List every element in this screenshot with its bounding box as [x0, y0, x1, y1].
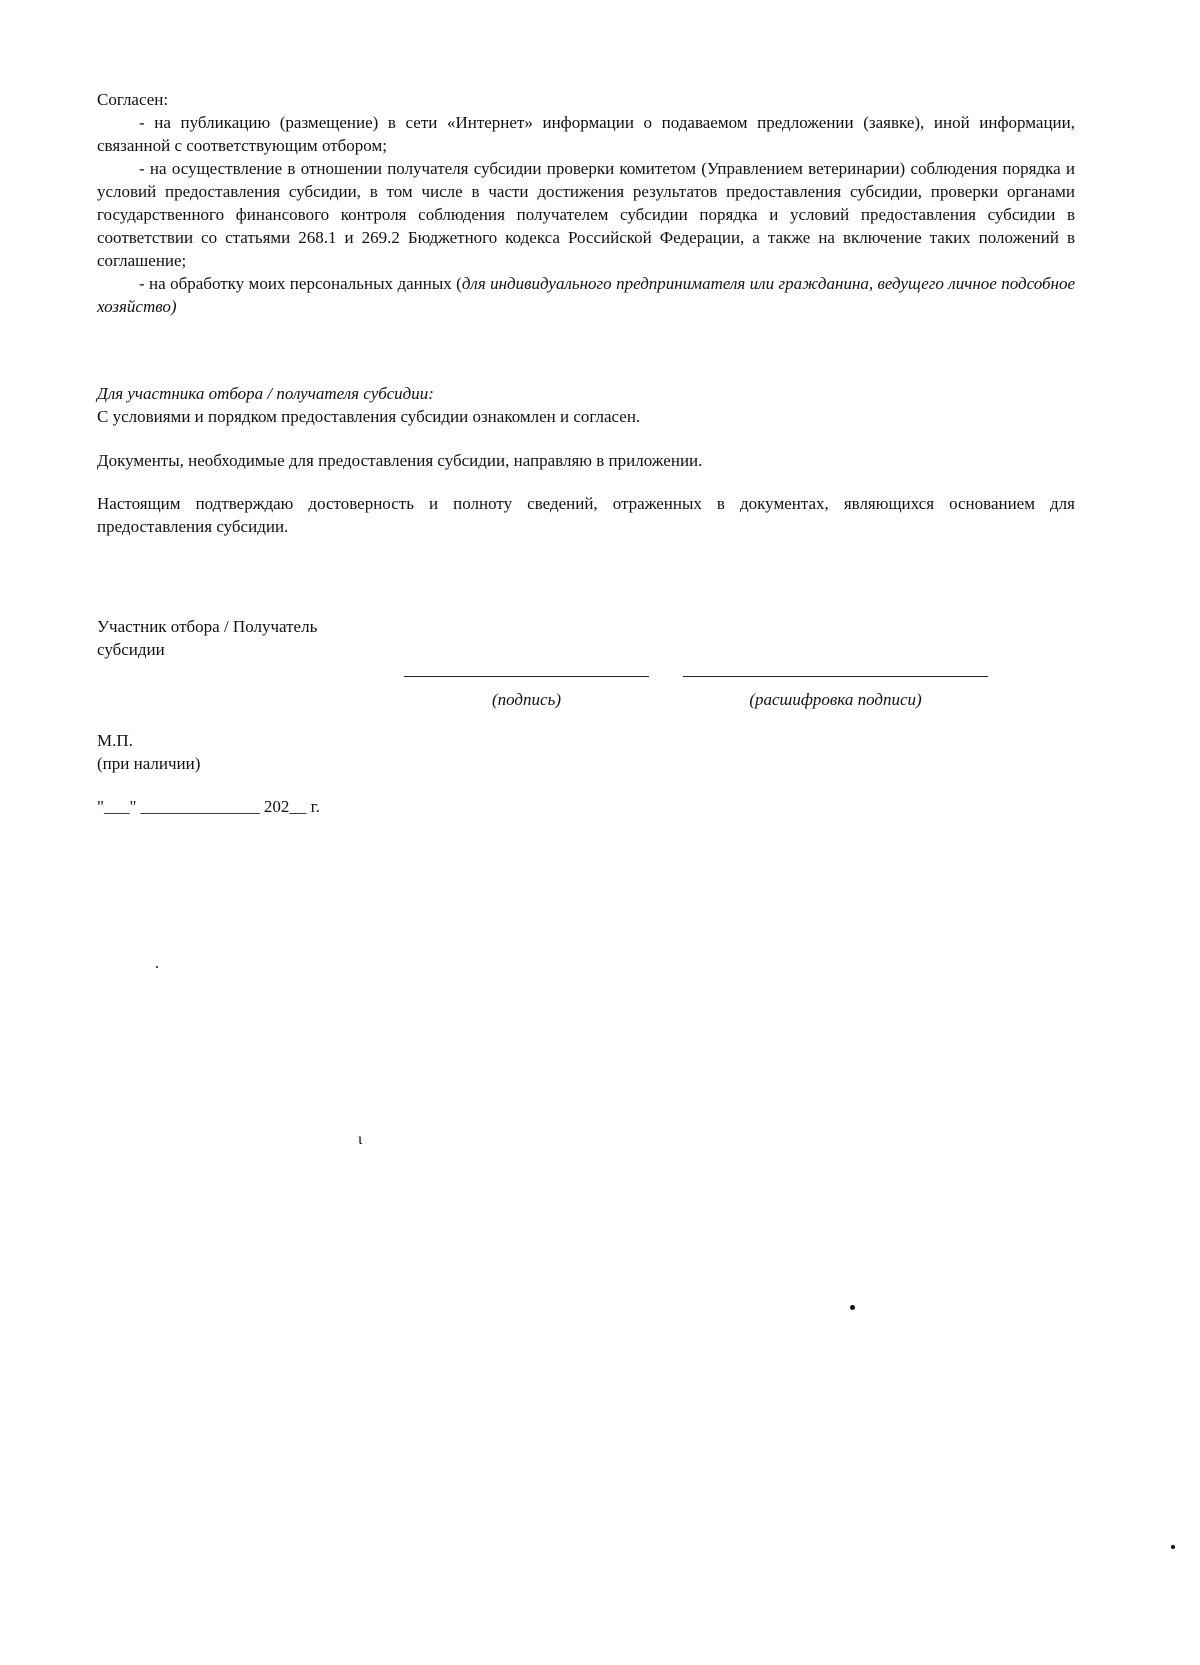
consent-item-inspection: - на осуществление в отношении получателя субсидии проверки комитетом (Управлением ветеринарии) соблюдения порядка и условий предоставления субсидии, в том числе в части достижения результатов предоставления субсидии, проверки органами государственного финансового контроля соблюдения получателем субсидии порядка и условий предоставления субсидии в соответствии со статьями 268.1 и 269.2 Бюджетного кодекса Российской Федерации, а также на включение таких положений в соглашение; [97, 159, 1075, 270]
consent-heading: Согласен: [97, 90, 169, 109]
consent-section [97, 88, 1075, 318]
consent-item-personal-data-note: для индивидуального предпринимателя или гражданина, ведущего личное подсобное хозяйство) [97, 274, 1075, 316]
stamp-note: (при наличии) [97, 754, 201, 773]
stamp-block [97, 729, 397, 775]
participant-section [97, 382, 1075, 428]
scan-speck [1171, 1545, 1175, 1549]
consent-item-personal-data-text: - на обработку моих персональных данных ( [139, 274, 462, 293]
consent-item-personal-data [97, 272, 1075, 318]
signature-decode-caption: (расшифровка подписи) [749, 690, 922, 709]
signature-line [404, 676, 649, 677]
scan-speck: ɩ [358, 1131, 363, 1148]
consent-item-publication: - на публикацию (размещение) в сети «Интернет» информации о подаваемом предложении (заявке), иной информации, связанной с соответствующим отбором; [97, 113, 1075, 155]
scan-speck [850, 1305, 855, 1310]
participant-heading: Для участника отбора / получателя субсидии: [97, 384, 434, 403]
signature-decode-line [683, 676, 988, 677]
signatory-role [97, 615, 397, 661]
scan-speck [156, 966, 158, 968]
stamp-label: М.П. [97, 731, 133, 750]
documents-attached-line: Документы, необходимые для предоставления субсидии, направляю в приложении. [97, 451, 703, 470]
confirmation-paragraph: Настоящим подтверждаю достоверность и полноту сведений, отраженных в документах, являющихся основанием для предоставления субсидии. [97, 494, 1075, 536]
signature-caption: (подпись) [492, 690, 561, 709]
signatory-role-line2: субсидии [97, 640, 165, 659]
date-line: "___" ______________ 202__ г. [97, 797, 320, 816]
participant-agreement-line: С условиями и порядком предоставления субсидии ознакомлен и согласен. [97, 407, 641, 426]
signatory-role-line1: Участник отбора / Получатель [97, 617, 318, 636]
